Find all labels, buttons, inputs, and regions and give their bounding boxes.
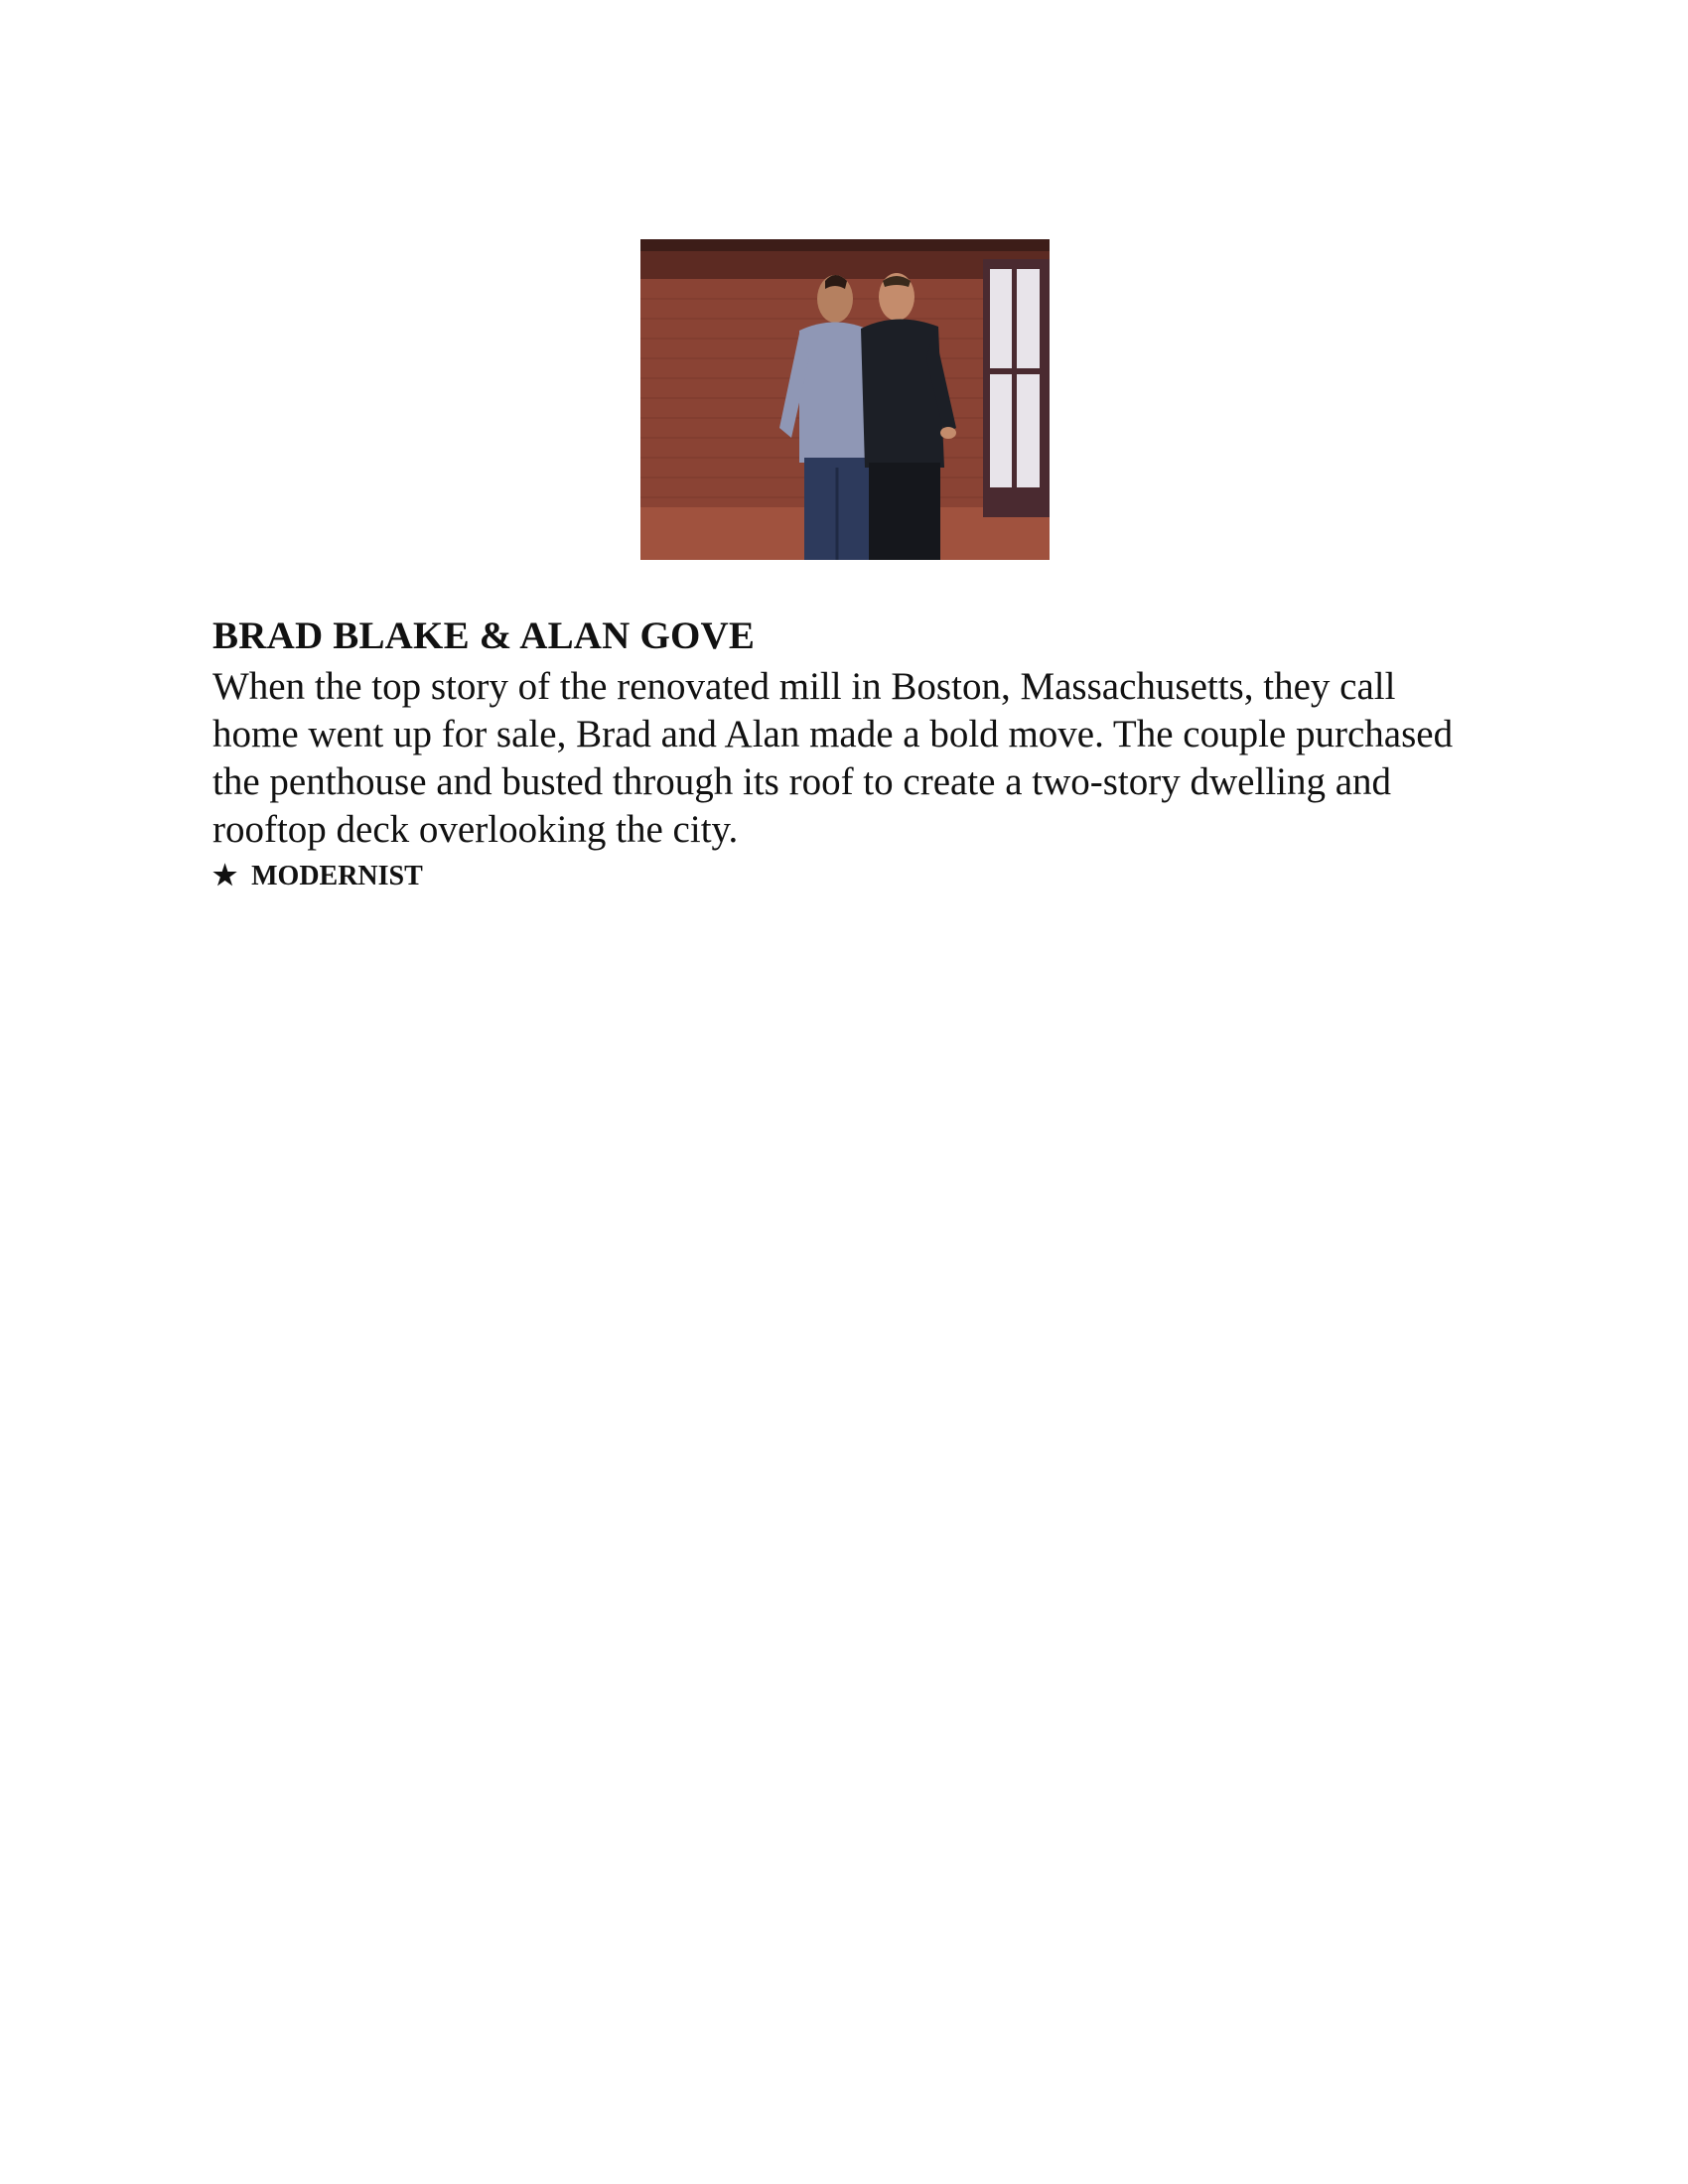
profile-photo xyxy=(640,239,1050,560)
style-tag-label: MODERNIST xyxy=(251,861,423,891)
profile-entry xyxy=(212,614,1503,893)
profile-description: When the top story of the renovated mill in Boston, Massachusetts, they call home went up for sale, Brad and Alan made a bold move. The couple purchased the penthouse and busted through its roof to create a two-story dwelling and rooftop deck overlooking the city. xyxy=(212,665,1454,851)
photo-illustration xyxy=(640,239,1050,560)
star-icon: ★ xyxy=(212,861,238,891)
profile-name: BRAD BLAKE & ALAN GOVE xyxy=(212,614,756,657)
style-tag xyxy=(212,860,1503,893)
